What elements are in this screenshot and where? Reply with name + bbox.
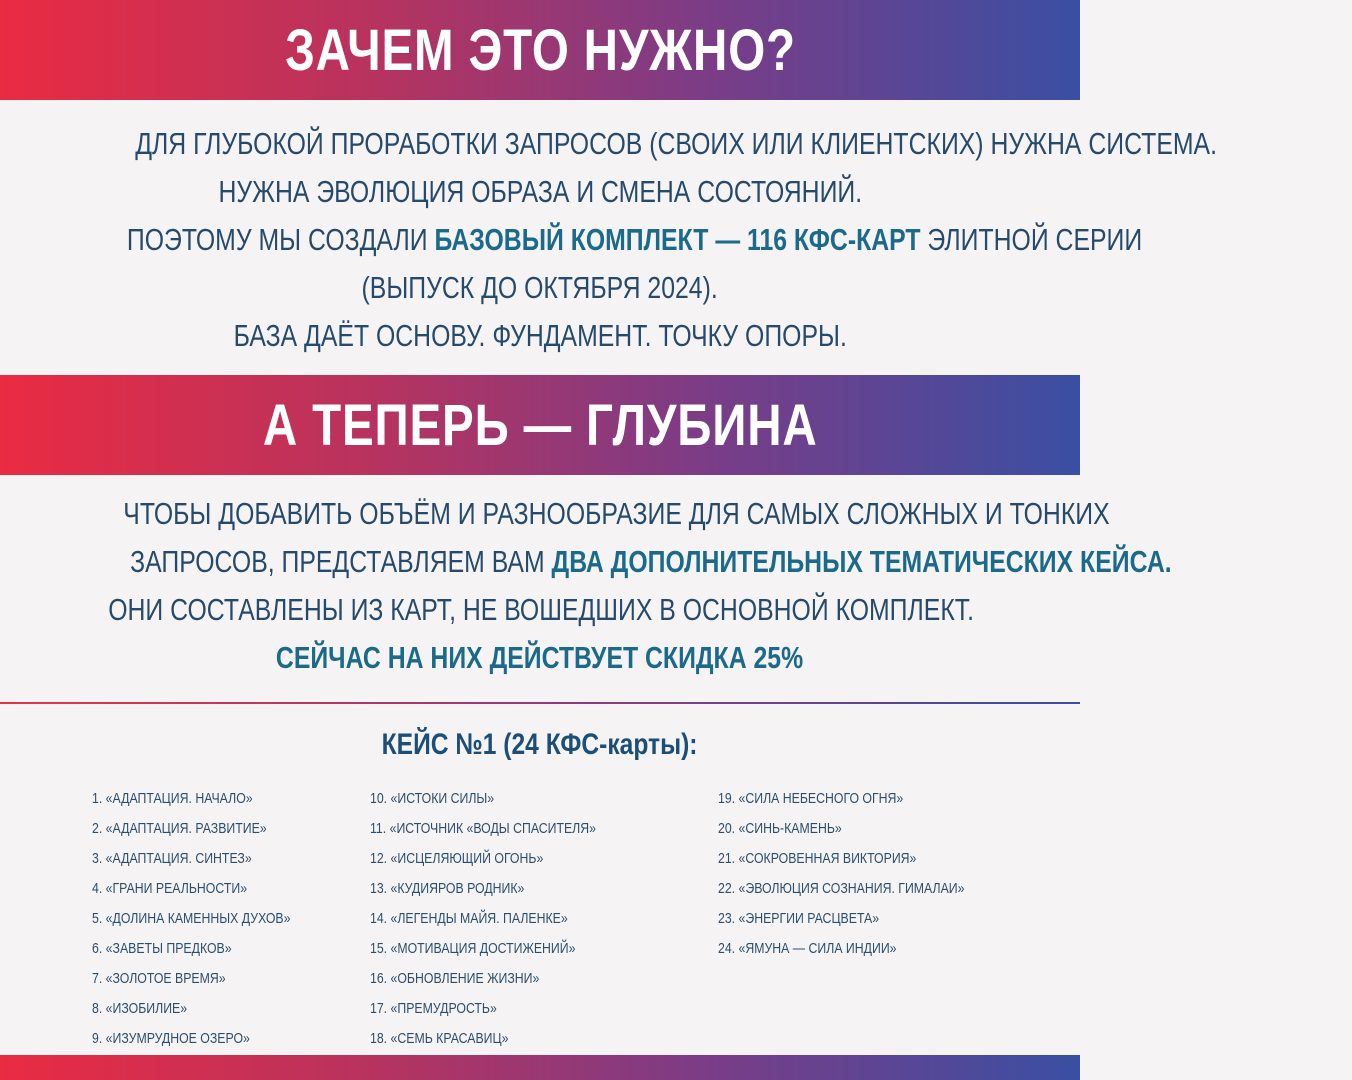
case-list-item bbox=[92, 814, 334, 844]
bottom-banner bbox=[0, 1055, 1080, 1080]
intro-line-5: БАЗА ДАЁТ ОСНОВУ. ФУНДАМЕНТ. ТОЧКУ ОПОРЫ. bbox=[233, 318, 847, 353]
case-list-item bbox=[718, 934, 1019, 964]
intro-line-3 bbox=[127, 216, 1142, 264]
depth-line-1: ЧТОБЫ ДОБАВИТЬ ОБЪЁМ И РАЗНООБРАЗИЕ ДЛЯ САМЫХ СЛОЖНЫХ И ТОНКИХ bbox=[123, 496, 1110, 531]
case-list-item bbox=[370, 964, 646, 994]
case-list-item-text: 13. «КУДИЯРОВ РОДНИК» bbox=[370, 880, 525, 897]
case-list-item-text: 15. «МОТИВАЦИЯ ДОСТИЖЕНИЙ» bbox=[370, 940, 576, 957]
case-list-item-text: 12. «ИСЦЕЛЯЮЩИЙ ОГОНЬ» bbox=[370, 850, 544, 867]
depth-line-2 bbox=[130, 538, 1171, 586]
case-list-item-text: 21. «СОКРОВЕННАЯ ВИКТОРИЯ» bbox=[718, 850, 917, 867]
case-list-item bbox=[370, 1024, 646, 1054]
case-list-item-text: 9. «ИЗУМРУДНОЕ ОЗЕРО» bbox=[92, 1030, 250, 1047]
intro-line-2: НУЖНА ЭВОЛЮЦИЯ ОБРАЗА И СМЕНА СОСТОЯНИЙ. bbox=[218, 174, 862, 209]
case-list-item bbox=[370, 904, 646, 934]
case-list-item bbox=[370, 874, 646, 904]
case-list-item bbox=[718, 874, 1019, 904]
intro-line-1: ДЛЯ ГЛУБОКОЙ ПРОРАБОТКИ ЗАПРОСОВ (СВОИХ ИЛИ КЛИЕНТСКИХ) НУЖНА СИСТЕМА. bbox=[135, 126, 1217, 161]
case-list-column-2 bbox=[370, 784, 646, 1054]
case-list-item bbox=[370, 994, 646, 1024]
banner-title-why: ЗАЧЕМ ЭТО НУЖНО? bbox=[284, 17, 796, 83]
case-list-item-text: 19. «СИЛА НЕБЕСНОГО ОГНЯ» bbox=[718, 790, 904, 807]
banner-title-depth: А ТЕПЕРЬ — ГЛУБИНА bbox=[262, 392, 818, 458]
case-list-item-text: 10. «ИСТОКИ СИЛЫ» bbox=[370, 790, 495, 807]
case-list-item-text: 14. «ЛЕГЕНДЫ МАЙЯ. ПАЛЕНКЕ» bbox=[370, 910, 568, 927]
top-banner bbox=[0, 0, 1080, 100]
case-list-item bbox=[92, 844, 334, 874]
case-list-item-text: 1. «АДАПТАЦИЯ. НАЧАЛО» bbox=[92, 790, 253, 807]
case-list-item bbox=[92, 934, 334, 964]
intro-line-4: (ВЫПУСК ДО ОКТЯБРЯ 2024). bbox=[361, 270, 719, 305]
case-list-item bbox=[92, 964, 334, 994]
depth-banner bbox=[0, 375, 1080, 475]
case-list-item-text: 20. «СИНЬ-КАМЕНЬ» bbox=[718, 820, 842, 837]
case-list-item-text: 6. «ЗАВЕТЫ ПРЕДКОВ» bbox=[92, 940, 232, 957]
case-list-item-text: 22. «ЭВОЛЮЦИЯ СОЗНАНИЯ. ГИМАЛАИ» bbox=[718, 880, 965, 897]
case-list-item bbox=[92, 784, 334, 814]
case-list-item-text: 5. «ДОЛИНА КАМЕННЫХ ДУХОВ» bbox=[92, 910, 291, 927]
case-list-item-text: 17. «ПРЕМУДРОСТЬ» bbox=[370, 1000, 497, 1017]
intro-line-3-pre: ПОЭТОМУ МЫ СОЗДАЛИ bbox=[126, 222, 435, 257]
case-list-item-text: 7. «ЗОЛОТОЕ ВРЕМЯ» bbox=[92, 970, 226, 987]
case-list-item bbox=[92, 904, 334, 934]
case-list-item-text: 11. «ИСТОЧНИК «ВОДЫ СПАСИТЕЛЯ» bbox=[370, 820, 596, 837]
discount-highlight: СЕЙЧАС НА НИХ ДЕЙСТВУЕТ СКИДКА 25% bbox=[276, 640, 804, 675]
two-cases-highlight: ДВА ДОПОЛНИТЕЛЬНЫХ ТЕМАТИЧЕСКИХ КЕЙСА. bbox=[551, 544, 1172, 579]
case-list-item bbox=[718, 904, 1019, 934]
case-list-item bbox=[370, 844, 646, 874]
case-list-item bbox=[718, 814, 1019, 844]
section-divider bbox=[0, 702, 1080, 704]
case-list-item-text: 4. «ГРАНИ РЕАЛЬНОСТИ» bbox=[92, 880, 248, 897]
case-list-item-text: 3. «АДАПТАЦИЯ. СИНТЕЗ» bbox=[92, 850, 252, 867]
case-list-item-text: 18. «СЕМЬ КРАСАВИЦ» bbox=[370, 1030, 509, 1047]
intro-section bbox=[0, 120, 1217, 360]
case-list-item-text: 2. «АДАПТАЦИЯ. РАЗВИТИЕ» bbox=[92, 820, 267, 837]
case-list-column-3 bbox=[718, 784, 1019, 964]
depth-line-2-pre: ЗАПРОСОВ, ПРЕДСТАВЛЯЕМ ВАМ bbox=[130, 544, 552, 579]
depth-line-3: ОНИ СОСТАВЛЕНЫ ИЗ КАРТ, НЕ ВОШЕДШИХ В ОСНОВНОЙ КОМПЛЕКТ. bbox=[108, 592, 975, 627]
case-list-item-text: 23. «ЭНЕРГИИ РАСЦВЕТА» bbox=[718, 910, 880, 927]
case-list-item bbox=[370, 814, 646, 844]
case-list-item-text: 24. «ЯМУНА — СИЛА ИНДИИ» bbox=[718, 940, 897, 957]
case-title-text: КЕЙС №1 (24 КФС-карты): bbox=[382, 728, 698, 761]
case-list-item bbox=[718, 844, 1019, 874]
case-list-item-text: 16. «ОБНОВЛЕНИЕ ЖИЗНИ» bbox=[370, 970, 540, 987]
case-list-item-text: 8. «ИЗОБИЛИЕ» bbox=[92, 1000, 188, 1017]
case-list-item bbox=[370, 934, 646, 964]
case-title bbox=[0, 728, 1080, 762]
case-list-item bbox=[92, 874, 334, 904]
case-list-item bbox=[92, 994, 334, 1024]
case-list-column-1 bbox=[92, 784, 334, 1054]
case-list-item bbox=[718, 784, 1019, 814]
depth-section bbox=[0, 490, 1172, 682]
case-list-item bbox=[92, 1024, 334, 1054]
base-kit-highlight: БАЗОВЫЙ КОМПЛЕКТ — 116 КФС-КАРТ bbox=[434, 222, 921, 257]
intro-line-3-post: ЭЛИТНОЙ СЕРИИ bbox=[920, 222, 1143, 257]
case-list-item bbox=[370, 784, 646, 814]
